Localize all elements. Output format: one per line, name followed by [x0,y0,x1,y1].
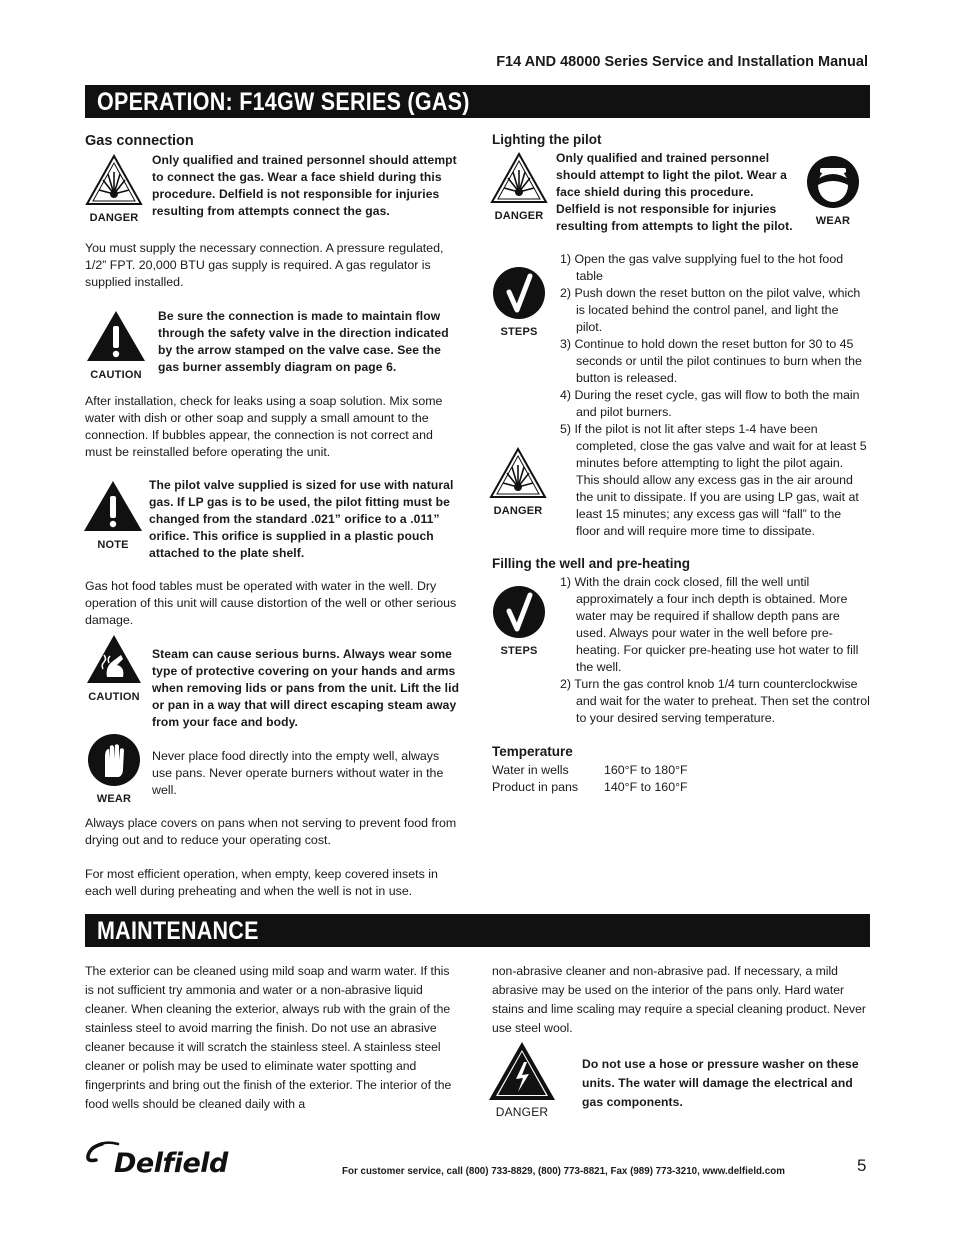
steps-icon [491,585,547,657]
filling-heading: Filling the well and pre-heating [492,556,691,571]
steps-icon [491,266,547,338]
leak-check-paragraph: After installation, check for leaks using a soap solution. Mix some water with dish or other soap and supply a small amount to the connection. If bubbles appear, the connection is not correct and must be reinstalled before operating the unit. [85,394,443,459]
list-item: 2) Push down the reset button on the pilot valve, which is located behind the control panel, and light the pilot. [560,286,861,334]
covers-paragraph: Always place covers on pans when not serving to prevent food from drying out and to reduce your operating cost. [85,816,457,847]
gas-danger-text: Only qualified and trained personnel should attempt to connect the gas. Wear a face shield during this procedure. Delfield is not responsible for injuries resulting from attempts connect the gas. [152,153,457,218]
danger-caption: DANGER [89,212,139,224]
steam-caution-text: Steam can cause serious burns. Always wear some type of protective covering on your hands and arms when removing lids or pans from the unit. Lift the lid or pan in a way that will direct escaping steam away from your face and body. [152,647,460,729]
valve-caution-text: Be sure the connection is made to maintain flow through the safety valve in the direction indicated by the arrow stamped on the valve case. See the gas burner assembly diagram on page 6. [158,309,449,374]
lighting-pilot-heading: Lighting the pilot [492,132,602,147]
maintenance-right-paragraph: non-abrasive cleaner and non-abrasive pad. If necessary, a mild abrasive may be used on the interior of the pans only. Hard water stains and lime scaling may require a special cleaning product. Never use steel wool. [492,964,866,1035]
maintenance-left-paragraph: The exterior can be cleaned using mild soap and warm water. If this is not sufficient try ammonia and water or a non-abrasive liquid cleaner. When cleaning the exterior, always rub with the grain of the stainless steel to avoid marring the finish. Do not use an abrasive cleaner because it will scratch the stainless steel. A stainless steel cleaner or polish may be used to eliminate water spotting and fingerprints and bring out the finish of the exterior. The interior of the food wells should be cleaned daily with a [85,964,452,1111]
table-row [492,762,688,779]
steps-caption: STEPS [500,645,538,657]
note-icon [82,479,144,551]
customer-service-line: For customer service, call (800) 733-8829, (800) 773-8821, Fax (989) 773-3210, www.delfield.com [342,1166,785,1177]
wear-caption: WEAR [96,793,132,805]
danger-caption: DANGER [495,1105,549,1119]
list-item: 4) During the reset cycle, gas will flow to both the main and pilot burners. [560,388,860,419]
steps-caption: STEPS [500,326,538,338]
temperature-label: Water in wells [492,763,569,777]
maintenance-section-title: MAINTENANCE [85,914,870,947]
dry-operation-paragraph: Gas hot food tables must be operated with water in the well. Dry operation of this unit will cause distortion of the well or other serious damage. [85,579,457,627]
temperature-value: 140°F to 160°F [604,780,688,794]
list-item: 5) If the pilot is not lit after steps 1-4 have been completed, close the gas valve and wait for at least 5 minutes before attempting to light the pilot again. This should allow any excess gas in the air around the unit to dissipate. If you are using LP gas, wait at least 15 minutes; any excess gas will “fall” to the floor and will require more time to dissipate. [560,422,867,538]
brand-name: Delfield [114,1148,228,1179]
danger-caption: DANGER [493,505,543,517]
danger-icon [490,152,548,222]
empty-well-text: Never place food directly into the empty well, always use pans. Never operate burners without water in the well. [152,749,444,797]
pilot-valve-note-text: The pilot valve supplied is sized for use with natural gas. If LP gas is to be used, the pilot fitting must be changed from the standard .021” orifice to a .011” orifice. This orifice is supplied in a plastic pouch attached to the plate shelf. [149,478,454,560]
operation-section-title: OPERATION: F14GW SERIES (GAS) [85,85,870,118]
filling-steps-list [560,574,870,727]
steam-caution-caption: CAUTION [88,691,140,703]
danger-caption: DANGER [494,210,544,222]
note-caption: NOTE [97,539,129,551]
table-row [492,779,688,796]
delfield-logo [84,1138,260,1184]
list-item: 1) With the drain cock closed, fill the well until approximately a four inch depth is obtained. More water may be required if shallow depth pans are used. Always pour water in the well before pre-heating. For quicker pre-heating use hot water to fill the well. [560,575,859,674]
manual-title: F14 AND 48000 Series Service and Installation Manual [496,54,868,70]
page-number: 5 [857,1156,867,1175]
gloves-wear-icon [87,733,141,805]
temperature-heading: Temperature [492,744,573,759]
temperature-table [492,762,688,796]
temperature-value: 160°F to 180°F [604,763,688,777]
danger-icon [85,154,143,224]
efficiency-paragraph: For most efficient operation, when empty, keep covered insets in each well during preheating and when the well is not in use. [85,867,438,898]
caution-icon [85,309,147,381]
face-shield-wear-icon [805,155,861,227]
list-item: 3) Continue to hold down the reset button for 30 to 45 seconds or until the pilot continues to burn when the button is released. [560,337,862,385]
temperature-label: Product in pans [492,780,579,794]
list-item: 1) Open the gas valve supplying fuel to the hot food table [560,252,844,283]
danger-icon [489,447,547,517]
wear-caption: WEAR [815,215,851,227]
hose-danger-text: Do not use a hose or pressure washer on these units. The water will damage the electrical and gas components. [582,1057,859,1109]
lighting-steps-list [560,251,868,540]
gas-connection-heading: Gas connection [85,133,194,149]
steam-caution-icon [85,633,143,703]
list-item: 2) Turn the gas control knob 1/4 turn counterclockwise and wait for the water to preheat. Then set the control to your desired serving temperature. [560,677,870,725]
caution-caption: CAUTION [90,369,142,381]
gas-supply-paragraph: You must supply the necessary connection. A pressure regulated, 1/2” FPT. 20,000 BTU gas supply is required. A gas regulator is supplied installed. [85,241,444,289]
electrical-danger-icon [487,1040,557,1119]
pilot-danger-text: Only qualified and trained personnel should attempt to light the pilot. Wear a face shield during this procedure. Delfield is not responsible for injuries resulting from attempts to light the pilot. [556,151,793,233]
